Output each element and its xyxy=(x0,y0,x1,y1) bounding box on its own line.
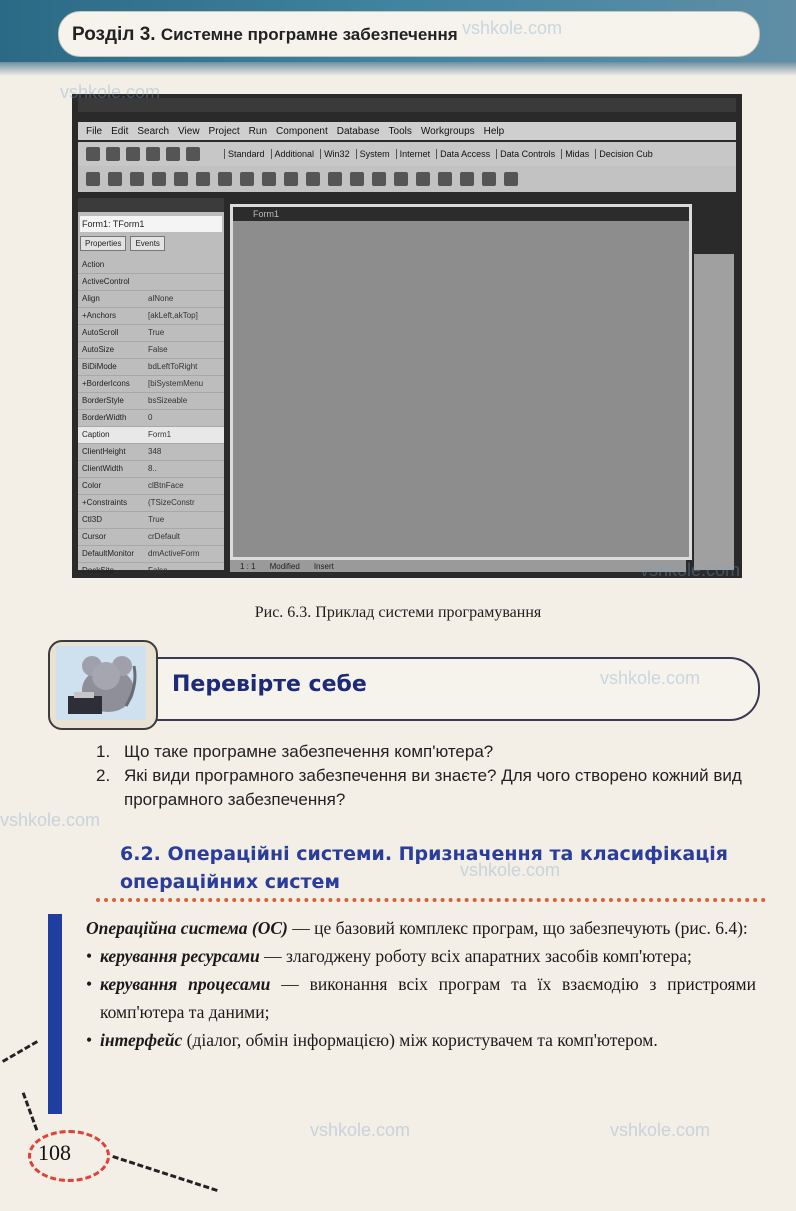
property-row xyxy=(78,274,224,291)
property-value: dmActiveForm xyxy=(148,549,200,558)
ide-menu-bar xyxy=(78,122,736,140)
property-row xyxy=(78,563,224,578)
inspector-title-bar xyxy=(78,198,224,212)
step-icon xyxy=(218,172,232,186)
pause-icon xyxy=(174,172,188,186)
list-item xyxy=(86,1026,756,1054)
menu-item: File xyxy=(86,125,103,137)
palette-tab: Standard xyxy=(224,149,268,159)
property-value: clBtnFace xyxy=(148,481,184,490)
definition-block xyxy=(86,914,756,1054)
property-name: DefaultMonitor xyxy=(82,549,135,558)
question-number: 1. xyxy=(96,742,111,761)
toggle-icon xyxy=(86,172,100,186)
menu-item: Workgroups xyxy=(420,125,475,137)
run-icon xyxy=(152,172,166,186)
menu-item: Search xyxy=(137,125,170,137)
property-value: 348 xyxy=(148,447,162,456)
property-name: Color xyxy=(82,481,102,490)
property-row xyxy=(78,393,224,410)
section-heading: 6.2. Операційні системи. Призначення та класифікація операційних систем xyxy=(120,843,728,893)
property-name: Cursor xyxy=(82,532,107,541)
question-item xyxy=(96,740,756,764)
new-icon xyxy=(86,147,100,161)
watermark: vshkole.com xyxy=(460,860,561,880)
watermark: vshkole.com xyxy=(462,18,563,38)
property-name: BorderWidth xyxy=(82,413,127,422)
bullet-icon: • xyxy=(86,1030,93,1050)
menu-item: Database xyxy=(336,125,380,137)
menu-item: Component xyxy=(276,125,328,137)
property-name: +Anchors xyxy=(82,311,117,320)
property-name: Ctl3D xyxy=(82,515,103,524)
palette-tab: Data Controls xyxy=(496,149,558,159)
menu-item: Edit xyxy=(111,125,129,137)
watermark: vshkole.com xyxy=(60,82,161,102)
frames-icon xyxy=(262,172,276,186)
property-row xyxy=(78,444,224,461)
property-name: Align xyxy=(82,294,100,303)
palette-tab: System xyxy=(356,149,393,159)
property-name: ClientHeight xyxy=(82,447,126,456)
palette-tab: Internet xyxy=(396,149,434,159)
trace-icon xyxy=(196,172,210,186)
figure-caption: Рис. 6.3. Приклад системи програмування xyxy=(254,604,542,621)
property-name: BiDiMode xyxy=(82,362,117,371)
question-list xyxy=(96,740,756,812)
bullet-icon: • xyxy=(86,946,93,966)
inspector-tabs xyxy=(80,236,222,251)
property-list xyxy=(78,257,224,578)
property-row xyxy=(78,495,224,512)
property-value: (TSizeConstr xyxy=(148,498,195,507)
chapter-number: Розділ 3. xyxy=(72,24,156,45)
property-row xyxy=(78,342,224,359)
property-value: False xyxy=(148,566,168,575)
mouse-mascot-icon xyxy=(56,646,146,720)
property-name: AutoScroll xyxy=(82,328,119,337)
main-menu-icon xyxy=(284,172,298,186)
menu-item: Project xyxy=(208,125,240,137)
inspector-object-combo: Form1: TForm1 xyxy=(80,216,222,232)
add-file-icon xyxy=(166,147,180,161)
code-editor-window xyxy=(694,254,734,570)
property-value: Form1 xyxy=(148,430,172,439)
listbox-icon xyxy=(438,172,452,186)
chapter-heading xyxy=(72,24,458,46)
ide-toolbar-standard xyxy=(78,142,736,166)
property-value: 8.. xyxy=(148,464,157,473)
bullet-icon: • xyxy=(86,974,93,994)
property-name: Action xyxy=(82,260,105,269)
bullet-term: керування ресурсами xyxy=(100,946,260,966)
property-value: bsSizeable xyxy=(148,396,188,405)
menu-item: View xyxy=(178,125,200,137)
list-item xyxy=(86,942,756,970)
open-icon xyxy=(106,147,120,161)
menu-item: Run xyxy=(248,125,268,137)
form-canvas xyxy=(233,221,689,557)
property-row xyxy=(78,478,224,495)
property-name: +Constraints xyxy=(82,498,128,507)
watermark: vshkole.com xyxy=(310,1120,411,1140)
decorative-dash xyxy=(22,1092,38,1131)
watermark: vshkole.com xyxy=(600,668,701,688)
bullet-term: інтерфейс xyxy=(100,1030,183,1050)
bullet-text: — виконання всіх програм та їх взаємодію з пристроями комп'ютера та даними; xyxy=(100,974,756,1022)
property-value xyxy=(148,257,224,273)
editor-status-bar xyxy=(230,560,686,572)
tab-properties: Properties xyxy=(80,236,126,251)
decorative-dash xyxy=(2,1040,38,1063)
menu-item: Tools xyxy=(388,125,412,137)
decorative-dash xyxy=(112,1155,218,1192)
definition-text: — це базовий комплекс програм, що забезпечують (рис. 6.4): xyxy=(287,918,748,938)
status-modified: Modified xyxy=(269,561,300,571)
save-icon xyxy=(126,147,140,161)
property-row xyxy=(78,308,224,325)
property-row xyxy=(78,376,224,393)
groupbox-icon xyxy=(504,172,518,186)
ide-title-bar xyxy=(78,98,736,112)
palette-tab: Decision Cub xyxy=(595,149,656,159)
bullet-text: — злагоджену роботу всіх апаратних засобів комп'ютера; xyxy=(259,946,692,966)
property-name: ActiveControl xyxy=(82,277,130,286)
definition-paragraph xyxy=(86,914,756,942)
property-value: crDefault xyxy=(148,532,181,541)
property-row xyxy=(78,359,224,376)
form-title-bar: Form1 xyxy=(233,207,689,221)
question-text: Що таке програмне забезпечення комп'ютера? xyxy=(124,742,494,761)
pointer-icon xyxy=(240,172,254,186)
property-name: Caption xyxy=(82,430,110,439)
property-row xyxy=(78,512,224,529)
property-value: 0 xyxy=(148,413,153,422)
component-palette-tabs xyxy=(224,149,656,159)
page-number: 108 xyxy=(38,1140,71,1165)
property-name: AutoSize xyxy=(82,345,115,354)
label-icon xyxy=(306,172,320,186)
property-value xyxy=(148,274,224,290)
remove-file-icon xyxy=(186,147,200,161)
property-name: ClientWidth xyxy=(82,464,123,473)
check-yourself-title: Перевірте себе xyxy=(172,672,367,697)
open-project-icon xyxy=(146,147,160,161)
checkbox-icon xyxy=(394,172,408,186)
watermark: vshkole.com xyxy=(610,1120,711,1140)
watermark: vshkole.com xyxy=(0,810,101,830)
question-item xyxy=(96,764,756,812)
button-icon xyxy=(372,172,386,186)
bullet-text: (діалог, обмін інформацією) між користувачем та комп'ютером. xyxy=(182,1030,658,1050)
property-value: [akLeft,akTop] xyxy=(148,311,198,320)
property-value: True xyxy=(148,515,165,524)
memo-icon xyxy=(350,172,364,186)
palette-tab: Midas xyxy=(561,149,592,159)
palette-tab: Data Access xyxy=(436,149,493,159)
form-icon xyxy=(130,172,144,186)
radio-icon xyxy=(416,172,430,186)
property-value: False xyxy=(148,345,168,354)
menu-item: Help xyxy=(483,125,505,137)
property-row xyxy=(78,546,224,563)
property-row xyxy=(78,529,224,546)
definition-side-bar xyxy=(48,914,62,1114)
property-row xyxy=(78,461,224,478)
property-name: DockSite xyxy=(82,566,115,575)
question-number: 2. xyxy=(96,766,111,785)
object-inspector xyxy=(78,198,224,575)
tab-events: Events xyxy=(130,236,164,251)
property-row xyxy=(78,291,224,308)
unit-icon xyxy=(108,172,122,186)
status-position: 1 : 1 xyxy=(240,561,256,571)
definition-term: Операційна система (ОС) xyxy=(86,918,288,938)
property-row xyxy=(78,427,224,444)
chapter-title: Системне програмне забезпечення xyxy=(160,25,458,44)
list-item xyxy=(86,970,756,1026)
property-name: +BorderIcons xyxy=(82,379,130,388)
watermark: vshkole.com xyxy=(640,560,741,580)
property-name: BorderStyle xyxy=(82,396,124,405)
property-value: True xyxy=(148,328,165,337)
question-text: Які види програмного забезпечення ви знаєте? Для чого створено кожний вид програмного забезпечення? xyxy=(124,766,742,809)
property-row xyxy=(78,410,224,427)
status-insert: Insert xyxy=(313,561,334,571)
ide-screenshot xyxy=(72,94,742,578)
dotted-divider xyxy=(96,898,766,910)
palette-tab: Win32 xyxy=(320,149,353,159)
edit-icon xyxy=(328,172,342,186)
property-value: bdLeftToRight xyxy=(148,362,198,371)
ide-toolbar-components xyxy=(78,166,736,192)
property-row xyxy=(78,257,224,274)
combobox-icon xyxy=(460,172,474,186)
bullet-term: керування процесами xyxy=(100,974,271,994)
palette-tab: Additional xyxy=(271,149,318,159)
property-value: alNone xyxy=(148,294,174,303)
form-designer xyxy=(230,204,692,560)
property-row xyxy=(78,325,224,342)
scrollbar-icon xyxy=(482,172,496,186)
property-value: [biSystemMenu xyxy=(148,379,204,388)
